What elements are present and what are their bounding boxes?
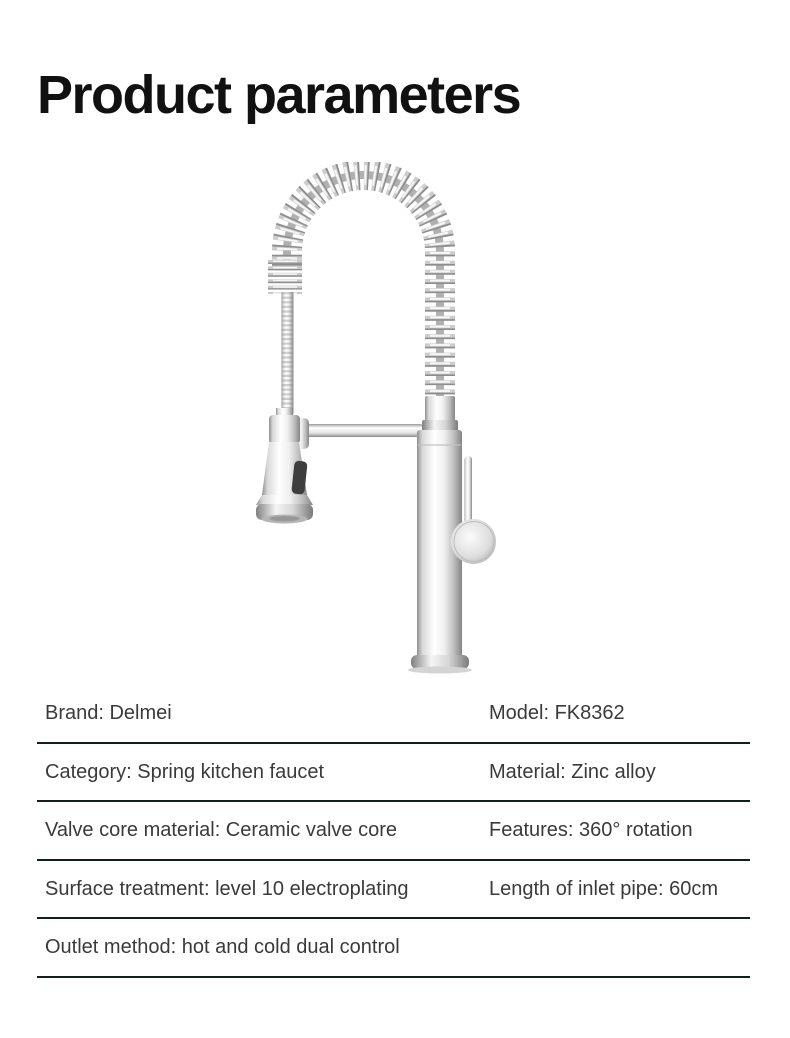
page-title: Product parameters — [37, 65, 521, 125]
spec-cell-right: Features: 360° rotation — [489, 819, 693, 842]
spec-row — [37, 919, 750, 978]
spec-cell-right: Material: Zinc alloy — [489, 760, 656, 783]
faucet-pillar — [417, 396, 462, 658]
handle-knob — [451, 519, 496, 564]
product-image — [230, 162, 520, 682]
spring-coil — [285, 175, 440, 410]
spec-row — [37, 685, 750, 744]
spec-cell-left: Surface treatment: level 10 electroplating — [45, 877, 409, 900]
faucet-hose — [282, 292, 294, 415]
support-arm — [290, 418, 424, 449]
spec-cell-right: Length of inlet pipe: 60cm — [489, 877, 719, 900]
spec-cell-right: Model: FK8362 — [489, 702, 625, 725]
faucet-image — [230, 162, 520, 682]
spec-row — [37, 802, 750, 861]
faucet-base — [408, 655, 472, 674]
spec-cell-left: Outlet method: hot and cold dual control — [45, 936, 400, 959]
spec-cell-left: Category: Spring kitchen faucet — [45, 760, 325, 783]
spec-cell-left: Valve core material: Ceramic valve core — [45, 819, 397, 842]
handle-lever — [465, 456, 473, 524]
spec-table — [37, 685, 750, 978]
spec-row — [37, 861, 750, 920]
spec-cell-left: Brand: Delmei — [45, 702, 172, 725]
spec-row — [37, 744, 750, 803]
